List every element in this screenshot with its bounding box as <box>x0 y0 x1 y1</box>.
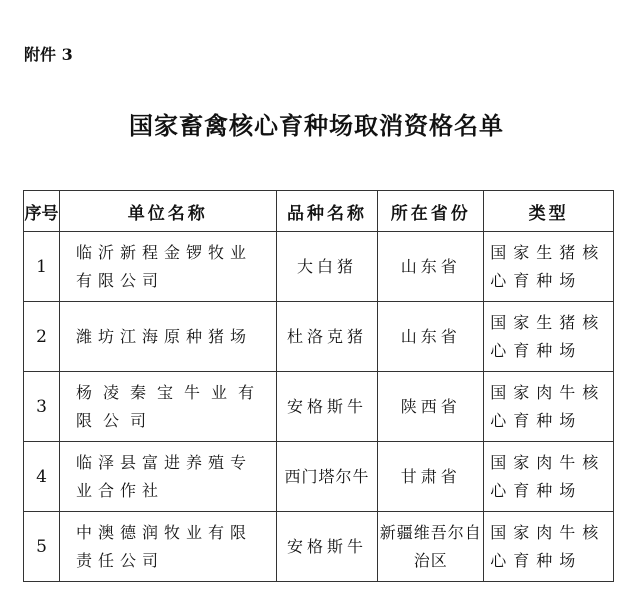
row-no: 1 <box>24 232 60 302</box>
row-breed: 安格斯牛 <box>276 372 378 442</box>
header-province: 所在省份 <box>378 191 484 232</box>
row-province: 山东省 <box>378 232 484 302</box>
row-breed: 大白猪 <box>276 232 378 302</box>
header-type: 类型 <box>484 191 614 232</box>
row-breed: 杜洛克猪 <box>276 302 378 372</box>
row-type: 国家肉牛核心育种场 <box>484 372 614 442</box>
row-unit: 杨凌秦宝牛业有限公司 <box>59 372 276 442</box>
row-breed: 安格斯牛 <box>276 512 378 582</box>
header-breed: 品种名称 <box>276 191 378 232</box>
row-no: 3 <box>24 372 60 442</box>
row-province: 新疆维吾尔自治区 <box>378 512 484 582</box>
row-no: 2 <box>24 302 60 372</box>
row-breed: 西门塔尔牛 <box>276 442 378 512</box>
attachment-label: 附件 3 <box>24 45 73 64</box>
row-unit: 潍坊江海原种猪场 <box>59 302 276 372</box>
table-row <box>24 372 614 442</box>
row-type: 国家肉牛核心育种场 <box>484 512 614 582</box>
row-type: 国家生猪核心育种场 <box>484 232 614 302</box>
table-row <box>24 232 614 302</box>
row-province: 甘肃省 <box>378 442 484 512</box>
row-no: 4 <box>24 442 60 512</box>
table-row <box>24 442 614 512</box>
header-no: 序号 <box>24 191 60 232</box>
header-unit: 单位名称 <box>59 191 276 232</box>
row-type: 国家生猪核心育种场 <box>484 302 614 372</box>
table-header-row <box>24 191 614 232</box>
row-province: 山东省 <box>378 302 484 372</box>
cancellation-table <box>23 190 614 582</box>
row-no: 5 <box>24 512 60 582</box>
row-unit: 中澳德润牧业有限责任公司 <box>59 512 276 582</box>
table-row <box>24 302 614 372</box>
row-province: 陕西省 <box>378 372 484 442</box>
table-row <box>24 512 614 582</box>
document-title: 国家畜禽核心育种场取消资格名单 <box>129 111 504 140</box>
row-unit: 临沂新程金锣牧业有限公司 <box>59 232 276 302</box>
row-unit: 临泽县富进养殖专业合作社 <box>59 442 276 512</box>
row-type: 国家肉牛核心育种场 <box>484 442 614 512</box>
